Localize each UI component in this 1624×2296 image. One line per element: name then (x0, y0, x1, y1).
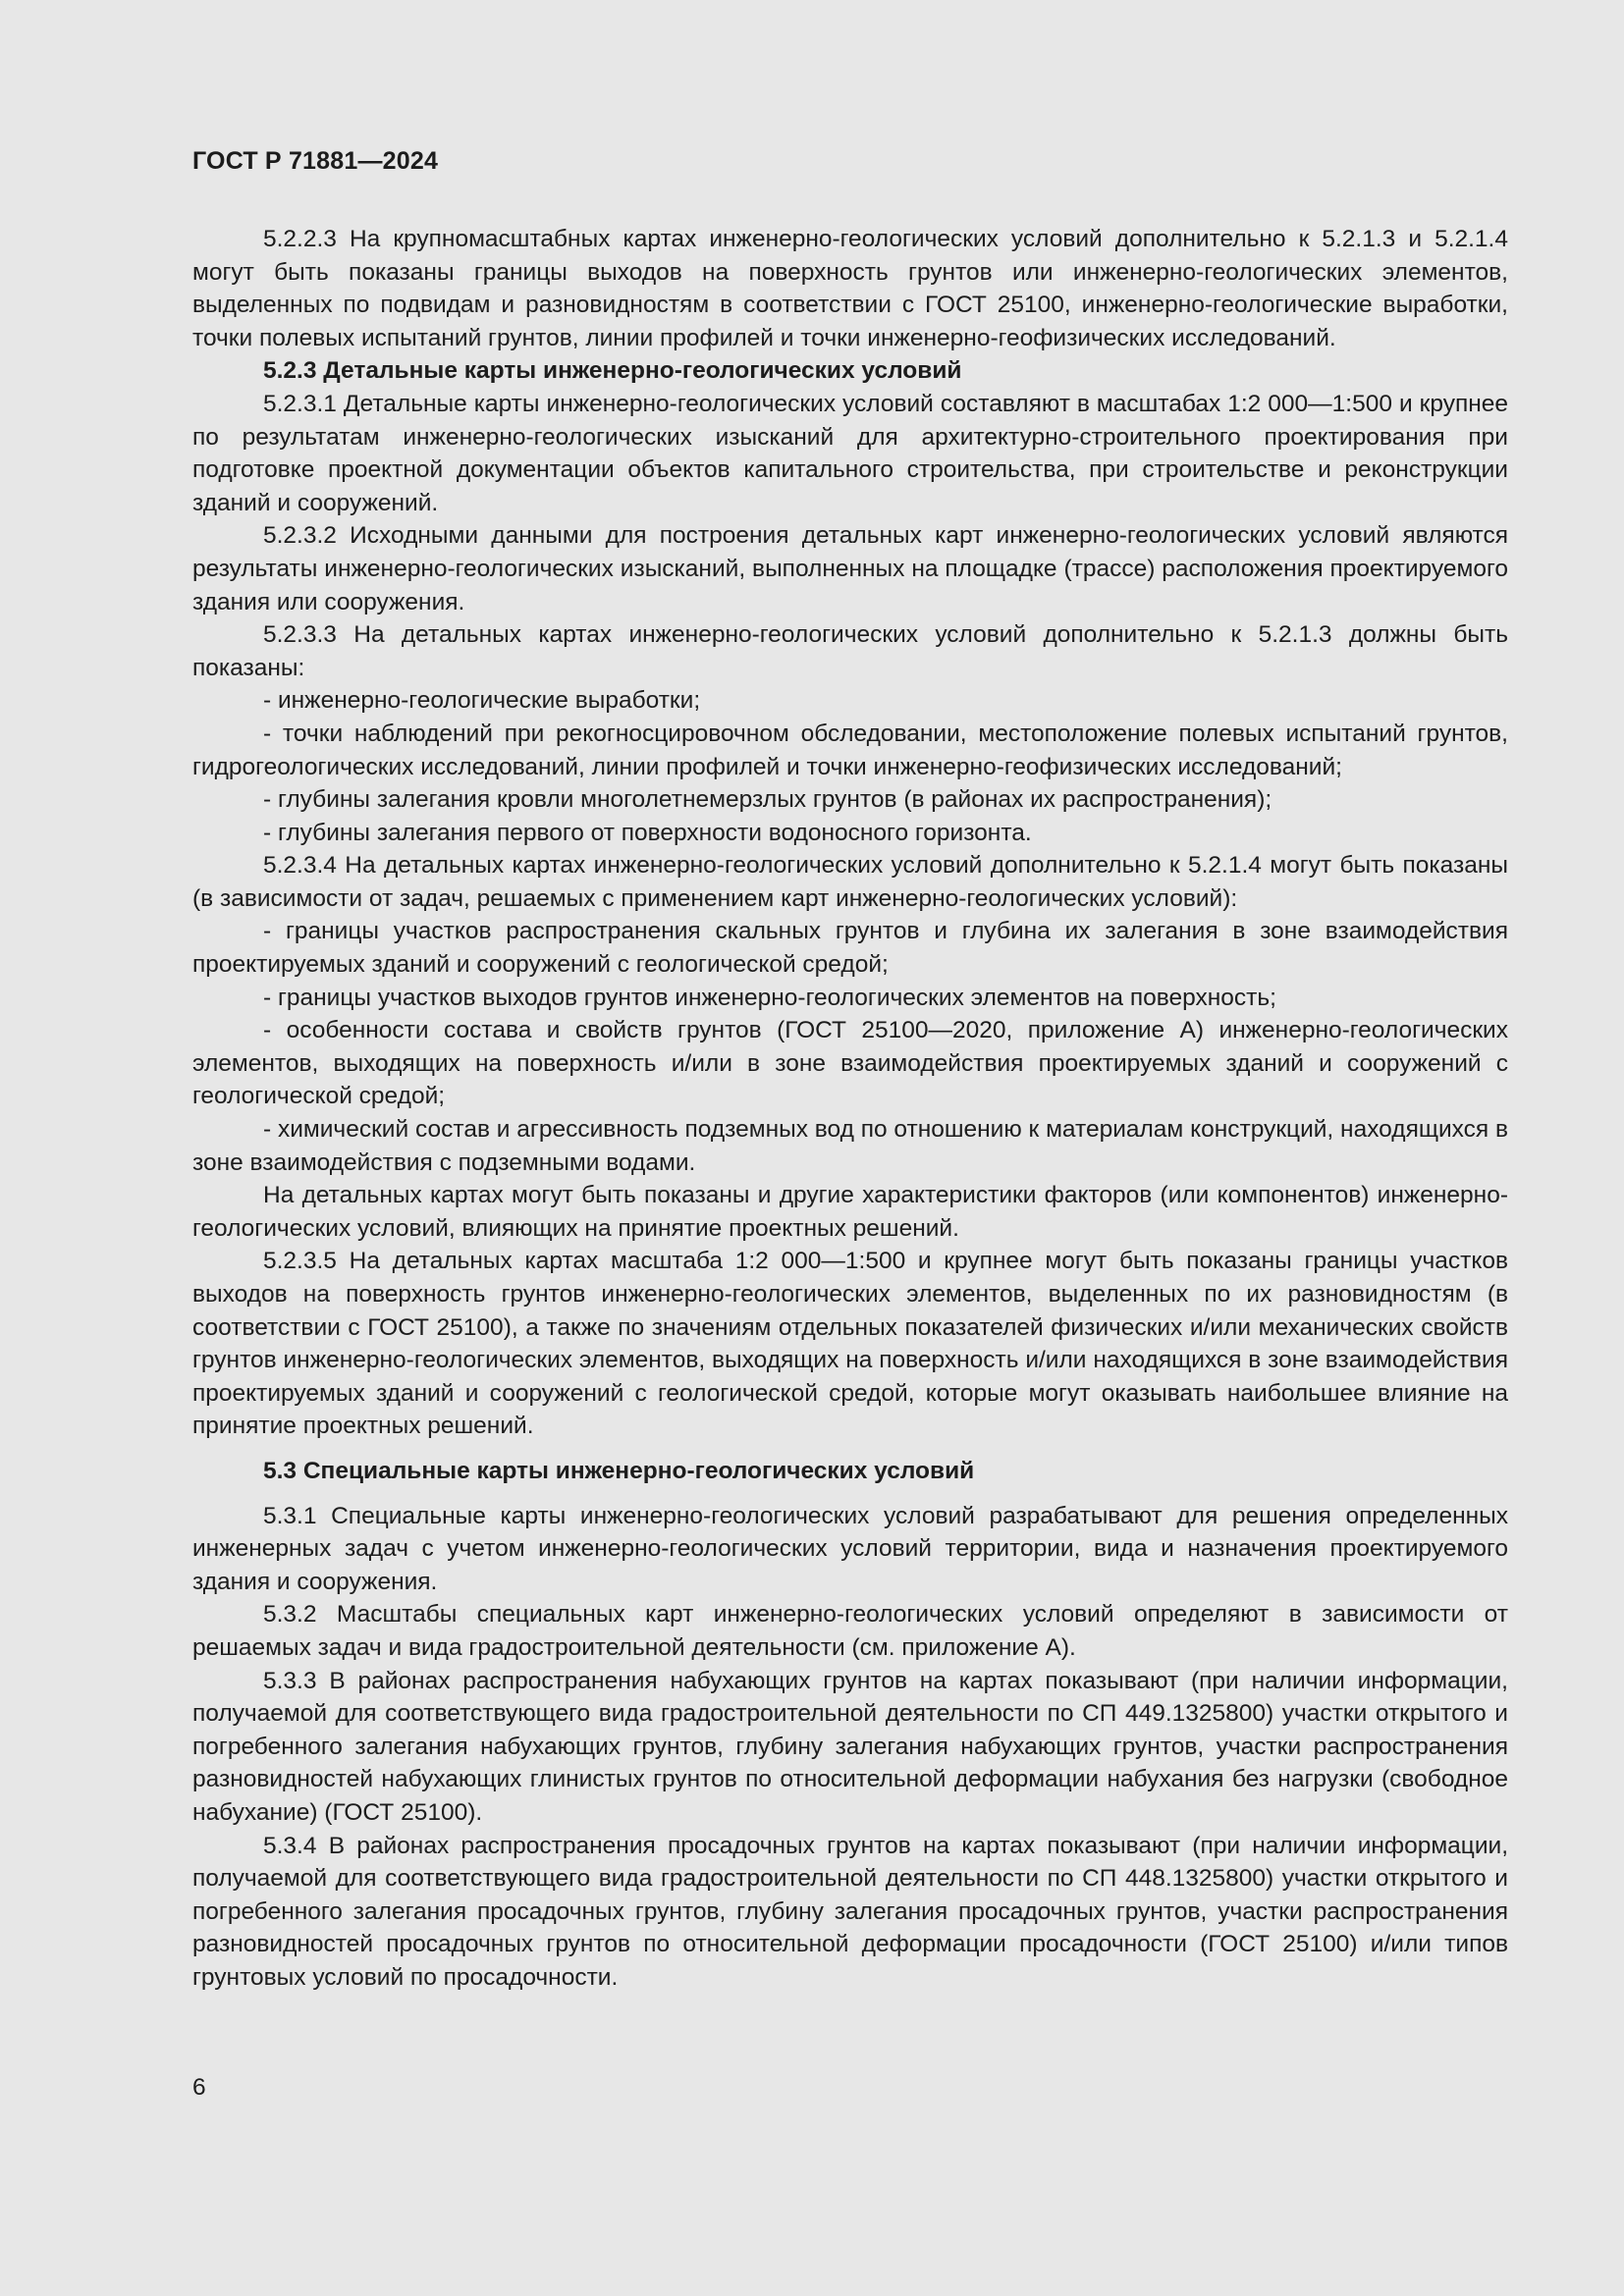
list-item: - границы участков выходов грунтов инженерно-геологических элементов на поверхность; (263, 984, 1276, 1011)
heading-5-2-3: 5.2.3 Детальные карты инженерно-геологических условий (263, 357, 962, 385)
list-item: - границы участков распространения скальных грунтов и глубина их залегания в зоне взаимодействия проектируемых зданий и сооружений с геологической средой; (192, 918, 1508, 979)
list-item: - глубины залегания кровли многолетнемерзлых грунтов (в районах их распространения); (263, 786, 1272, 814)
list-item: - инженерно-геологические выработки; (263, 687, 701, 715)
paragraph-note: На детальных картах могут быть показаны и другие характеристики факторов (или компонентов) инженерно-геологических условий, влияющих на принятие проектных решений. (192, 1182, 1508, 1242)
paragraph-5-3-3: 5.3.3 В районах распространения набухающих грунтов на картах показывают (при наличии информации, получаемой для соответствующего вида градостроительной деятельности по СП 449.1325800) участки открытого и погребенного залегания набухающих грунтов, глубину залегания набухающих грунтов, участки распространения разновидностей набухающих глинистых грунтов по относительной деформации набухания без нагрузки (свободное набухание) (ГОСТ 25100). (192, 1667, 1508, 1826)
paragraph-5-2-3-1: 5.2.3.1 Детальные карты инженерно-геологических условий составляют в масштабах 1:2 000—1:500 и крупнее по результатам инженерно-геологических изысканий для архитектурно-строительного проектирования при подготовке проектной документации объектов капитального строительства, при строительстве и реконструкции зданий и сооружений. (192, 390, 1508, 516)
paragraph-5-2-3-4: 5.2.3.4 На детальных картах инженерно-геологических условий дополнительно к 5.2.1.4 могут быть показаны (в зависимости от задач, решаемых с применением карт инженерно-геологических условий): (192, 852, 1508, 912)
paragraph-5-3-4: 5.3.4 В районах распространения просадочных грунтов на картах показывают (при наличии информации, получаемой для соответствующего вида градостроительной деятельности по СП 448.1325800) участки открытого и погребенного залегания просадочных грунтов, глубину залегания просадочных грунтов, участки распространения разновидностей просадочных грунтов по относительной деформации просадочности (ГОСТ 25100) и/или типов грунтовых условий по просадочности. (192, 1832, 1508, 1991)
paragraph-5-3-2: 5.3.2 Масштабы специальных карт инженерно-геологических условий определяют в зависимости от решаемых задач и вида градостроительной деятельности (см. приложение А). (192, 1601, 1508, 1661)
paragraph-5-2-3-5: 5.2.3.5 На детальных картах масштаба 1:2 000—1:500 и крупнее могут быть показаны границы участков выходов на поверхность грунтов инженерно-геологических элементов, выделенных по их разновидностям (в соответствии с ГОСТ 25100), а также по значениям отдельных показателей физических и/или механических свойств грунтов инженерно-геологических элементов, выходящих на поверхность и/или находящихся в зоне взаимодействия проектируемых зданий и сооружений с геологической средой, которые могут оказывать наибольшее влияние на принятие проектных решений. (192, 1248, 1508, 1440)
list-item: - особенности состава и свойств грунтов (ГОСТ 25100—2020, приложение А) инженерно-геологических элементов, выходящих на поверхность и/или в зоне взаимодействия проектируемых зданий и сооружений с геологической средой; (192, 1017, 1508, 1110)
paragraph-5-3-1: 5.3.1 Специальные карты инженерно-геологических условий разрабатывают для решения определенных инженерных задач с учетом инженерно-геологических условий территории, вида и назначения проектируемого здания и сооружения. (192, 1502, 1508, 1595)
paragraph-5-2-2-3: 5.2.2.3 На крупномасштабных картах инженерно-геологических условий дополнительно к 5.2.1.3 и 5.2.1.4 могут быть показаны границы выходов на поверхность грунтов или инженерно-геологических элементов, выделенных по подвидам и разновидностям в соответствии с ГОСТ 25100, инженерно-геологические выработки, точки полевых испытаний грунтов, линии профилей и точки инженерно-геофизических исследований. (192, 226, 1508, 351)
paragraph-5-2-3-3: 5.2.3.3 На детальных картах инженерно-геологических условий дополнительно к 5.2.1.3 должны быть показаны: (192, 621, 1508, 681)
heading-5-3: 5.3 Специальные карты инженерно-геологических условий (263, 1457, 975, 1484)
document-body (192, 223, 1508, 1994)
list-item: - глубины залегания первого от поверхности водоносного горизонта. (263, 819, 1032, 846)
standard-header: ГОСТ Р 71881—2024 (192, 147, 439, 175)
list-item: - химический состав и агрессивность подземных вод по отношению к материалам конструкций, находящихся в зоне взаимодействия с подземными водами. (192, 1116, 1508, 1176)
page-number: 6 (192, 2074, 206, 2101)
list-item: - точки наблюдений при рекогносцировочном обследовании, местоположение полевых испытаний грунтов, гидрогеологических исследований, линии профилей и точки инженерно-геофизических исследований; (192, 720, 1508, 780)
paragraph-5-2-3-2: 5.2.3.2 Исходными данными для построения детальных карт инженерно-геологических условий являются результаты инженерно-геологических изысканий, выполненных на площадке (трассе) расположения проектируемого здания или сооружения. (192, 522, 1508, 615)
